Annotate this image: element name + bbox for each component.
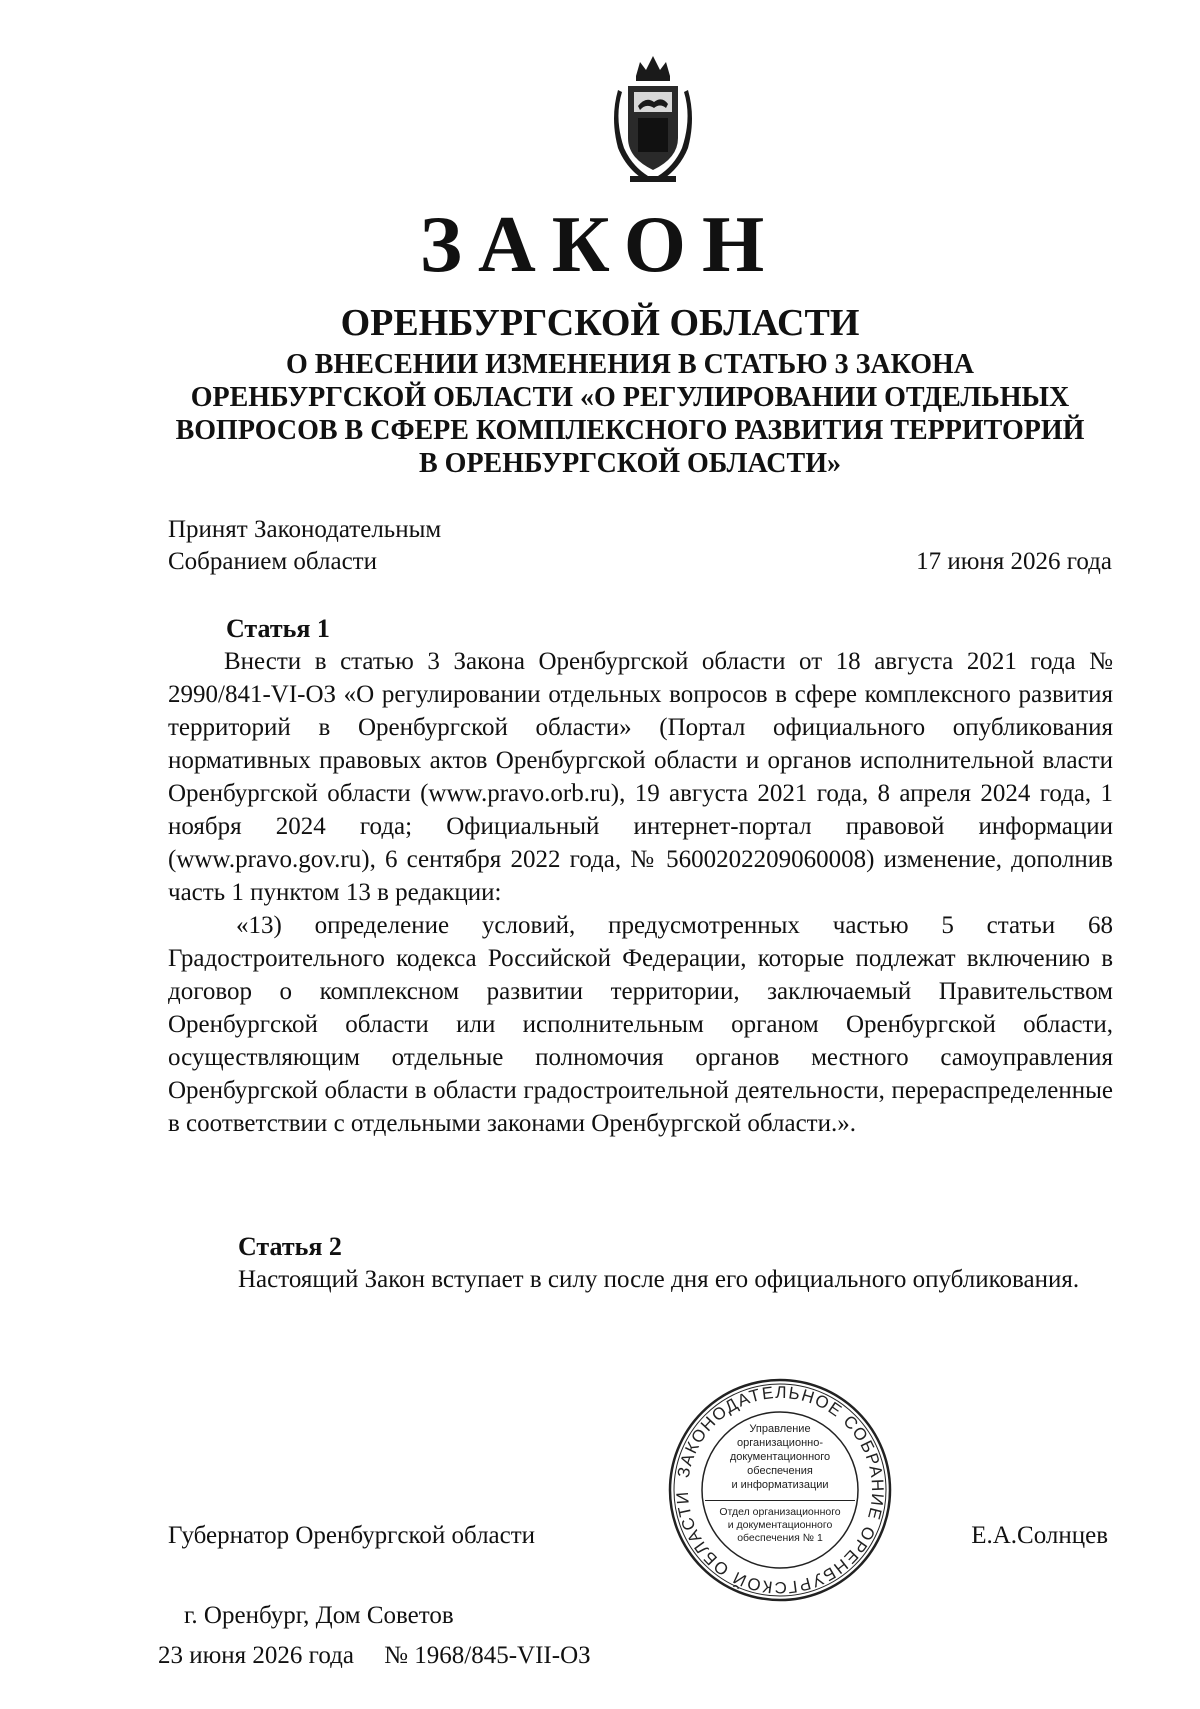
article-title: Статья 1 [226, 614, 330, 643]
article-2 [168, 1230, 1113, 1296]
adoption-block [168, 514, 441, 578]
article-title: Статья 2 [238, 1232, 342, 1261]
article-text: Внести в статью 3 Закона Оренбургской области от 18 августа 2021 года № 2990/841-VI-ОЗ «О регулировании отдельных вопросов в сфере комплексного развития территорий в Оренбургской области» (Портал официального опубликования нормативных правовых актов Оренбургской области и органов исполнительной власти Оренбургской области (www.pravo.orb.ru), 19 августа 2021 года, 8 апреля 2024 года, 1 ноября 2024 года; Официальный интернет-портал правовой информации (www.pravo.gov.ru), 6 сентября 2022 года, № 5600202209060008) изменение, дополнив часть 1 пунктом 13 в редакции: [168, 648, 1113, 906]
seal-divider [705, 1500, 855, 1501]
article-text: Настоящий Закон вступает в силу после дня его официального опубликования. [238, 1266, 1080, 1293]
seal-line: обеспечения [747, 1465, 813, 1477]
document-title: ЗАКОН [419, 201, 781, 289]
seal-ring-text: ЗАКОНОДАТЕЛЬНОЕ СОБРАНИЕ ОРЕНБУРГСКОЙ ОБЛАСТИ [672, 1382, 888, 1597]
signing-place: г. Оренбург, Дом Советов [184, 1602, 454, 1629]
adoption-line: Принят Законодательным [168, 516, 442, 543]
signing-dateline [158, 1640, 615, 1672]
seal-line: Отдел организационного [719, 1506, 841, 1518]
law-number: № 1968/845-VII-ОЗ [384, 1642, 591, 1669]
seal-inner-text [700, 1422, 860, 1492]
seal-line: Управление [749, 1423, 811, 1435]
adoption-line: Собранием области [168, 548, 377, 575]
law-heading-line: О ВНЕСЕНИИ ИЗМЕНЕНИЯ В СТАТЬЮ 3 ЗАКОНА [285, 349, 975, 380]
law-heading [150, 348, 1110, 480]
seal-line: документационного [729, 1451, 831, 1463]
seal-inner-text-2 [702, 1506, 858, 1545]
document-subtitle: ОРЕНБУРГСКОЙ ОБЛАСТИ [340, 302, 860, 344]
seal-line: организационно- [737, 1437, 823, 1449]
seal-line: обеспечения № 1 [737, 1532, 823, 1544]
seal-line: и документационного [727, 1519, 833, 1531]
adoption-date: 17 июня 2026 года [916, 548, 1112, 575]
law-heading-line: ВОПРОСОВ В СФЕРЕ КОМПЛЕКСНОГО РАЗВИТИЯ ТЕРРИТОРИЙ [175, 415, 1085, 446]
coat-of-arms-emblem [608, 48, 698, 188]
law-heading-line: ОРЕНБУРГСКОЙ ОБЛАСТИ «О РЕГУЛИРОВАНИИ ОТДЕЛЬНЫХ [190, 382, 1070, 413]
signatory-position: Губернатор Оренбургской области [168, 1522, 536, 1549]
article-quote: «13) определение условий, предусмотренных частью 5 статьи 68 Градостроительного кодекса Российской Федерации, которые подлежат включению в договор о комплексном развитии территории, заключаемый Правительством Оренбургской области или исполнительным органом Оренбургской области, осуществляющим отдельные полномочия органов местного самоуправления Оренбургской области в области градостроительной деятельности, перераспределенные в соответствии с отдельными законами Оренбургской области.». [168, 912, 1113, 1137]
article-1 [168, 612, 1113, 1140]
signatory-name: Е.А.Солнцев [971, 1522, 1108, 1549]
law-heading-line: В ОРЕНБУРГСКОЙ ОБЛАСТИ» [419, 448, 841, 479]
signing-date: 23 июня 2026 года [158, 1642, 354, 1669]
seal-line: и информатизации [731, 1479, 829, 1491]
